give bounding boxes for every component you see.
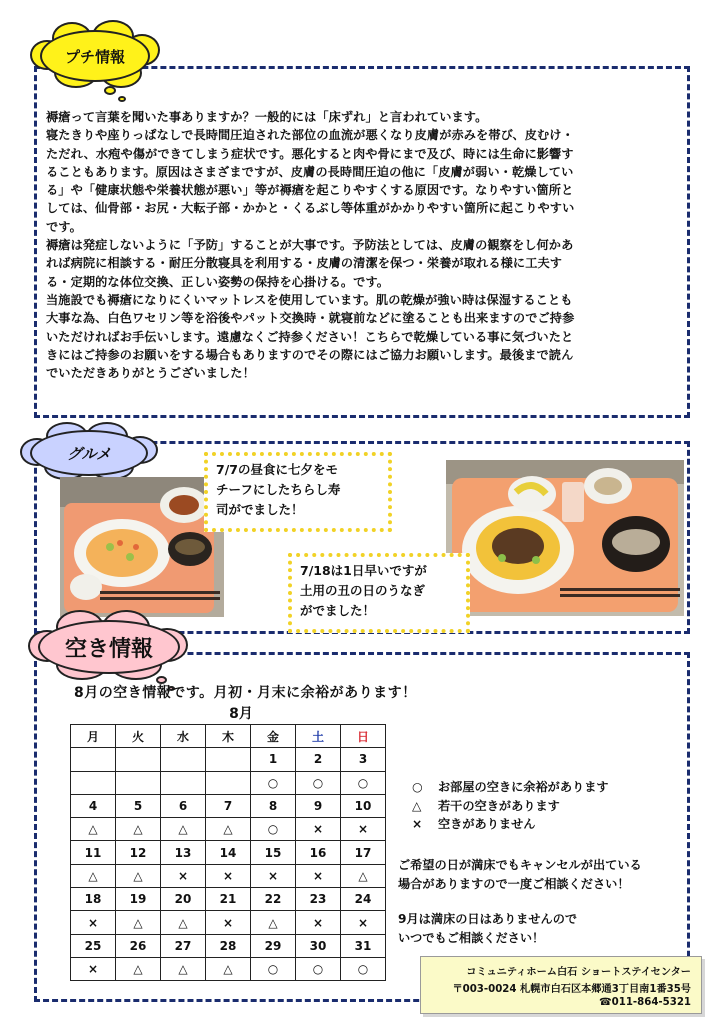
- article-line: しては、仙骨部・お尻・大転子部・かかと・くるぶし等体重がかかりやすい箇所に起こりやすい: [46, 201, 575, 216]
- date-row: [71, 794, 386, 817]
- status-cell: ○: [251, 818, 296, 841]
- caption-line: 7/18は1日早いですが: [300, 563, 427, 578]
- contact-box: [420, 956, 702, 1014]
- gourmet-heading: [30, 430, 148, 476]
- status-cell: ×: [71, 911, 116, 934]
- status-cell: [206, 771, 251, 794]
- legend-text: 空きがありません: [438, 817, 536, 831]
- caption-line: がでました！: [300, 603, 376, 618]
- status-row: [71, 771, 386, 794]
- article-line: いただければお手伝いします。遠慮なくご持参ください！こちらで乾燥している事に気づいたと: [46, 329, 574, 344]
- vacancy-title: 空き情報: [64, 636, 153, 662]
- article-line: 褥瘡は発症しないように「予防」することが大事です。予防法としては、皮膚の観察をし何かあ: [46, 238, 574, 253]
- date-cell: 21: [206, 888, 251, 911]
- date-cell: 6: [161, 794, 206, 817]
- status-row: [71, 818, 386, 841]
- vacancy-calendar: [70, 724, 386, 981]
- date-cell: 5: [116, 794, 161, 817]
- status-cell: △: [116, 864, 161, 887]
- date-cell: 14: [206, 841, 251, 864]
- status-cell: [161, 771, 206, 794]
- date-cell: 2: [296, 748, 341, 771]
- facility-name: コミュニティホーム白石 ショートステイセンター: [466, 967, 691, 978]
- article-line: です。: [46, 219, 82, 234]
- status-cell: ×: [161, 864, 206, 887]
- article-line: 大事な為、白色ワセリン等を浴後やパット交換時・就寝前などに塗ることも出来ますのでご持参: [46, 311, 575, 326]
- status-cell: △: [116, 957, 161, 980]
- legend-text: お部屋の空きに余裕があります: [438, 780, 609, 794]
- date-cell: 11: [71, 841, 116, 864]
- status-cell: △: [161, 957, 206, 980]
- status-cell: ○: [296, 957, 341, 980]
- date-cell: [116, 748, 161, 771]
- date-cell: 23: [296, 888, 341, 911]
- status-cell: ×: [341, 818, 386, 841]
- note-line: いつでもご相談ください！: [398, 930, 545, 945]
- date-cell: 16: [296, 841, 341, 864]
- weekday-sun: 日: [341, 725, 386, 748]
- date-cell: 27: [161, 934, 206, 957]
- article-line: る」や「健康状態や栄養状態が悪い」等が褥瘡を起こりやすくする原因です。なりやすい箇所と: [46, 183, 574, 198]
- date-cell: 30: [296, 934, 341, 957]
- date-cell: [161, 748, 206, 771]
- status-cell: △: [71, 864, 116, 887]
- status-cell: ×: [206, 911, 251, 934]
- date-row: [71, 934, 386, 957]
- date-cell: 1: [251, 748, 296, 771]
- status-cell: ×: [341, 911, 386, 934]
- status-cell: △: [251, 911, 296, 934]
- status-row: [71, 911, 386, 934]
- status-cell: ○: [341, 771, 386, 794]
- legend-item: [412, 815, 609, 834]
- vacancy-intro: 8月の空き情報です。月初・月末に余裕があります！: [74, 685, 417, 701]
- date-cell: 7: [206, 794, 251, 817]
- cloud-dot: [118, 96, 126, 102]
- article-line: きにはご持参のお願いをする場合もありますのでその際にはご協力お願いします。最後まで読ん: [46, 347, 574, 362]
- date-cell: 22: [251, 888, 296, 911]
- legend-text: 若干の空きがあります: [438, 798, 560, 813]
- vacancy-legend: [412, 778, 609, 834]
- puchi-info-title: プチ情報: [64, 47, 125, 66]
- date-cell: 26: [116, 934, 161, 957]
- date-cell: [206, 748, 251, 771]
- weekday-tue: 火: [116, 725, 161, 748]
- weekday-wed: 水: [161, 725, 206, 748]
- puchi-info-heading: [40, 30, 150, 82]
- weekday-mon: 月: [71, 725, 116, 748]
- status-cell: [116, 771, 161, 794]
- article-line: でいただきありがとうございました！: [46, 366, 255, 381]
- article-line: 寝たきりや座りっぱなしで長時間圧迫された部位の血流が悪くなり皮膚が赤みを帯び、皮むけ・: [46, 128, 574, 143]
- vacancy-heading: [38, 620, 180, 674]
- date-cell: 13: [161, 841, 206, 864]
- legend-item: [412, 797, 609, 816]
- article-line: 当施設でも褥瘡になりにくいマットレスを使用しています。肌の乾燥が強い時は保湿することも: [46, 292, 573, 307]
- legend-item: [412, 778, 609, 797]
- note-line: 場合がありますので一度ご相談ください！: [398, 876, 630, 891]
- legend-symbol: ○: [412, 780, 423, 794]
- status-cell: △: [206, 957, 251, 980]
- article-line: 褥瘡って言葉を聞いた事ありますか？一般的には「床ずれ」と言われています。: [46, 110, 488, 124]
- status-cell: ○: [296, 771, 341, 794]
- date-cell: 12: [116, 841, 161, 864]
- status-cell: △: [161, 818, 206, 841]
- date-cell: 4: [71, 794, 116, 817]
- date-cell: 28: [206, 934, 251, 957]
- date-cell: 20: [161, 888, 206, 911]
- note-line: ご希望の日が満床でもキャンセルが出ている: [398, 858, 642, 872]
- date-cell: [71, 748, 116, 771]
- status-cell: △: [71, 818, 116, 841]
- status-cell: ○: [251, 957, 296, 980]
- facility-address: 〒003-0024 札幌市白石区本郷通3丁目南1番35号: [452, 984, 691, 995]
- date-row: [71, 748, 386, 771]
- status-cell: △: [116, 818, 161, 841]
- date-row: [71, 841, 386, 864]
- status-cell: ×: [296, 911, 341, 934]
- status-cell: ○: [341, 957, 386, 980]
- date-cell: 8: [251, 794, 296, 817]
- weekday-row: [71, 725, 386, 748]
- status-cell: ×: [296, 864, 341, 887]
- status-cell: ×: [251, 864, 296, 887]
- chirashi-sushi-photo: [60, 477, 224, 617]
- date-cell: 15: [251, 841, 296, 864]
- caption-line: 司がでました！: [216, 502, 304, 517]
- unagi-caption: [288, 553, 470, 633]
- gourmet-title: グルメ: [66, 444, 112, 463]
- chirashi-caption: [204, 452, 392, 532]
- date-cell: 24: [341, 888, 386, 911]
- status-cell: △: [206, 818, 251, 841]
- unagi-photo: [446, 460, 684, 616]
- article-line: れば病院に相談する・耐圧分散寝具を利用する・皮膚の清潔を保つ・栄養が取れる様に工夫す: [46, 256, 563, 271]
- status-row: [71, 957, 386, 980]
- caption-line: 土用の丑の日のうなぎ: [300, 583, 426, 598]
- article-line: ることもあります。原因はさまざまですが、皮膚の長時間圧迫の他に「皮膚が弱い・乾燥してい: [46, 164, 574, 179]
- status-cell: [71, 771, 116, 794]
- caption-line: 7/7の昼食に七夕をモ: [216, 462, 338, 477]
- date-cell: 31: [341, 934, 386, 957]
- status-cell: ○: [251, 771, 296, 794]
- date-cell: 17: [341, 841, 386, 864]
- date-row: [71, 888, 386, 911]
- status-cell: △: [161, 911, 206, 934]
- cancellation-note: [398, 856, 642, 893]
- article-line: る・定期的な体位交換、正しい姿勢の保持を心掛ける。です。: [46, 274, 390, 289]
- status-row: [71, 864, 386, 887]
- weekday-sat: 土: [296, 725, 341, 748]
- status-cell: ×: [206, 864, 251, 887]
- article-line: ただれ、水疱や傷ができてしまう症状です。悪化すると肉や骨にまで及び、時には生命に影響す: [46, 146, 574, 161]
- caption-line: チーフにしたちらし寿: [216, 482, 341, 497]
- date-cell: 10: [341, 794, 386, 817]
- date-cell: 18: [71, 888, 116, 911]
- date-cell: 29: [251, 934, 296, 957]
- weekday-fri: 金: [251, 725, 296, 748]
- status-cell: △: [116, 911, 161, 934]
- weekday-thu: 木: [206, 725, 251, 748]
- date-cell: 3: [341, 748, 386, 771]
- date-cell: 9: [296, 794, 341, 817]
- status-cell: △: [341, 864, 386, 887]
- september-note: [398, 910, 577, 947]
- calendar-month: 8月: [229, 706, 253, 722]
- date-cell: 19: [116, 888, 161, 911]
- cloud-dot: [104, 86, 116, 95]
- legend-symbol: ×: [412, 817, 423, 831]
- bedsore-article: [46, 108, 678, 382]
- status-cell: ×: [71, 957, 116, 980]
- legend-symbol: △: [412, 798, 422, 813]
- note-line: 9月は満床の日はありませんので: [398, 912, 578, 926]
- facility-phone: ☎011-864-5321: [598, 997, 691, 1008]
- date-cell: 25: [71, 934, 116, 957]
- status-cell: ×: [296, 818, 341, 841]
